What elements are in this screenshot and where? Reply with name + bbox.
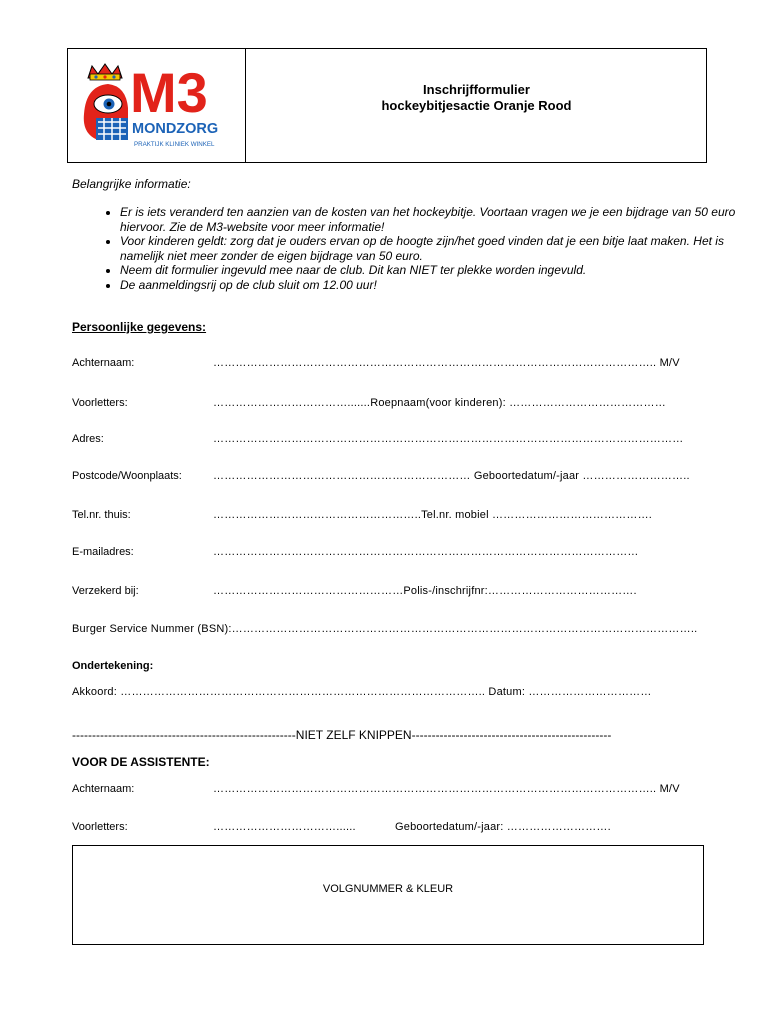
- achternaam-field[interactable]: ……………………………………………………………………………………………………….. M/V: [213, 357, 680, 369]
- form-title-line2: hockeybitjesactie Oranje Rood: [381, 98, 572, 113]
- bsn-field[interactable]: Burger Service Nummer (BSN):……………………………………………………………………………………………………………..: [72, 623, 698, 635]
- postcode-field[interactable]: …………………………………………………………… Geboortedatum/-jaar ………………………..: [213, 470, 690, 482]
- logo-mark: M3: [130, 61, 208, 124]
- assistant-achternaam-label: Achternaam:: [72, 783, 135, 795]
- email-field[interactable]: ……………………………………………………………………………………………………: [213, 546, 639, 558]
- tel-thuis-label: Tel.nr. thuis:: [72, 509, 131, 521]
- email-label: E-mailadres:: [72, 546, 134, 558]
- postcode-label: Postcode/Woonplaats:: [72, 470, 182, 482]
- form-title-line1: Inschrijfformulier: [423, 82, 530, 97]
- assistant-heading: VOOR DE ASSISTENTE:: [72, 755, 210, 769]
- adres-field[interactable]: ………………………………………………………………………………………………………………: [213, 433, 684, 445]
- voorletters-field[interactable]: ……………………………….......Roepnaam(voor kinderen): ……………………………………: [213, 397, 666, 409]
- volgnummer-label: VOLGNUMMER & KLEUR: [322, 883, 454, 895]
- cut-line: --------------------------------------------------------NIET ZELF KNIPPEN--------------------------------------------------: [72, 728, 612, 742]
- info-bullet: • Neem dit formulier ingevuld mee naar de club. Dit kan NIET ter plekke worden ingevuld.: [120, 263, 740, 278]
- form-title: [246, 82, 707, 114]
- info-list: [72, 205, 740, 293]
- verzekerd-field[interactable]: ……………………………………………Polis-/inschrijfnr:………………………………….: [213, 585, 637, 597]
- signature-heading: Ondertekening:: [72, 660, 154, 672]
- assistant-achternaam-field[interactable]: ……………………………………………………………………………………………………….. M/V: [213, 783, 680, 795]
- volgnummer-box[interactable]: [72, 845, 704, 945]
- logo-name: MONDZORG: [132, 121, 219, 137]
- tel-thuis-field[interactable]: ………………………………………………..Tel.nr. mobiel …………………………………….: [213, 509, 653, 521]
- voorletters-label: Voorletters:: [72, 397, 128, 409]
- m3-mondzorg-logo: [78, 56, 238, 156]
- achternaam-label: Achternaam:: [72, 357, 135, 369]
- assistant-voorletters-field[interactable]: ……………………………......: [213, 821, 356, 833]
- assistant-geboorte-field[interactable]: Geboortedatum/-jaar: ……………………….: [395, 821, 611, 833]
- adres-label: Adres:: [72, 433, 104, 445]
- personal-heading: Persoonlijke gegevens:: [72, 320, 207, 334]
- logo-tagline: PRAKTIJK KLINIEK WINKEL: [134, 141, 215, 148]
- info-bullet: • De aanmeldingsrij op de club sluit om 12.00 uur!: [120, 278, 740, 293]
- logo-graphic: [78, 56, 238, 156]
- verzekerd-label: Verzekerd bij:: [72, 585, 139, 597]
- info-heading: Belangrijke informatie:: [72, 177, 191, 191]
- assistant-voorletters-label: Voorletters:: [72, 821, 128, 833]
- info-bullet: • Voor kinderen geldt: zorg dat je ouders ervan op de hoogte zijn/het goed vinden dat je een bitje laat maken. Het is namelijk niet meer zonder de eigen bijdrage van 50 euro.: [120, 234, 740, 263]
- akkoord-field[interactable]: Akkoord: …………………………………………………………………………………….. Datum: ……………………………: [72, 686, 652, 698]
- info-bullet: • Er is iets veranderd ten aanzien van de kosten van het hockeybitje. Voortaan vragen we je een bijdrage van 50 euro hiervoor. Zie de M3-website voor meer informatie!: [120, 205, 740, 234]
